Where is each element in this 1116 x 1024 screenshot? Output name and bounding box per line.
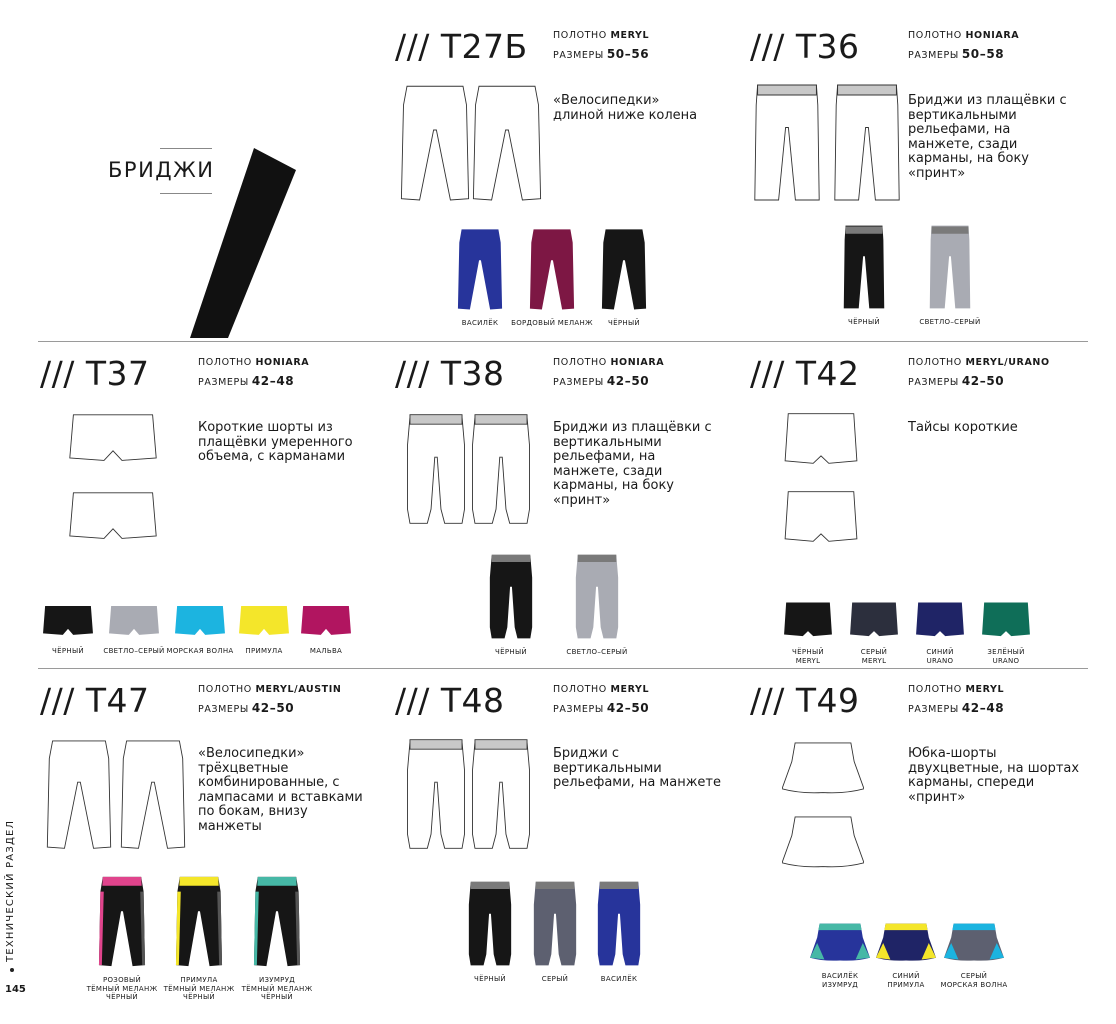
fabric-value: HONIARA	[610, 357, 665, 368]
product-description: «Велосипедки» трёхцветные комбинированные, с лампасами и вставками по бокам, внизу манжеты	[198, 746, 363, 834]
color-swatch	[532, 877, 578, 969]
product-description: «Велосипедки» длиной ниже колена	[553, 93, 698, 123]
bullet-icon	[10, 968, 14, 972]
fabric-line	[553, 27, 649, 45]
color-swatch	[175, 872, 223, 970]
color-label: СЕРЫЙ	[541, 975, 569, 983]
fabric-label: ПОЛОТНО	[908, 684, 966, 695]
color-swatch	[238, 603, 290, 641]
front-sketch	[405, 735, 467, 853]
product-meta	[908, 354, 1050, 392]
color-swatch	[782, 600, 834, 642]
color-label: ЗЕЛЁНЫЙ URANO	[987, 648, 1025, 665]
row-divider	[38, 668, 1088, 669]
color-label: СИНИЙ ПРИМУЛА	[887, 972, 925, 989]
fabric-label: ПОЛОТНО	[198, 357, 256, 368]
side-label: ТЕХНИЧЕСКИЙ РАЗДЕЛ	[5, 819, 16, 962]
sizes-value: 50–58	[961, 47, 1005, 61]
product-code: /// Т48	[395, 681, 505, 720]
sizes-label: РАЗМЕРЫ	[553, 377, 604, 388]
product-description: Тайсы короткие	[908, 420, 1018, 435]
sizes-line	[198, 699, 341, 719]
product-description: Юбка-шорты двухцветные, на шортах карманы, спереди «принт»	[908, 746, 1080, 805]
product-code: /// Т47	[40, 681, 150, 720]
sizes-label: РАЗМЕРЫ	[553, 704, 604, 715]
back-sketch	[120, 735, 186, 853]
color-label: ЧЁРНЫЙ	[52, 647, 84, 655]
back-sketch	[68, 488, 158, 548]
back-sketch	[470, 735, 532, 853]
color-swatch	[810, 920, 870, 966]
front-sketch	[782, 738, 864, 800]
color-swatch	[300, 603, 352, 641]
fabric-label: ПОЛОТНО	[553, 30, 611, 41]
sizes-value: 42–50	[606, 374, 650, 388]
color-label: ВАСИЛЁК	[600, 975, 638, 983]
color-swatch	[108, 603, 160, 641]
fabric-label: ПОЛОТНО	[198, 684, 256, 695]
color-label: МОРСКАЯ ВОЛНА	[166, 647, 234, 655]
front-sketch	[405, 410, 467, 528]
product-code: /// Т37	[40, 354, 150, 393]
color-swatch	[98, 872, 146, 970]
sizes-line	[908, 45, 1019, 65]
sizes-label: РАЗМЕРЫ	[908, 50, 959, 61]
product-meta	[908, 27, 1019, 65]
color-swatch	[457, 225, 503, 313]
color-swatch	[574, 550, 620, 642]
color-swatch	[876, 920, 936, 966]
fabric-value: HONIARA	[255, 357, 310, 368]
sizes-label: РАЗМЕРЫ	[198, 704, 249, 715]
sizes-label: РАЗМЕРЫ	[553, 50, 604, 61]
color-swatch	[601, 225, 647, 313]
color-swatch	[253, 872, 301, 970]
front-sketch	[68, 410, 158, 470]
back-sketch	[782, 488, 860, 550]
color-swatch	[980, 600, 1032, 642]
product-description: Короткие шорты из плащёвки умеренного объема, с карманами	[198, 420, 353, 464]
fabric-label: ПОЛОТНО	[553, 357, 611, 368]
color-swatch	[944, 920, 1004, 966]
color-label: ВАСИЛЁК	[461, 319, 499, 327]
sizes-line	[553, 372, 664, 392]
color-label: МАЛЬВА	[309, 647, 343, 655]
sizes-line	[553, 699, 649, 719]
sizes-label: РАЗМЕРЫ	[908, 704, 959, 715]
sizes-line	[908, 372, 1050, 392]
chevron-icon	[188, 148, 300, 338]
sizes-line	[553, 45, 649, 65]
color-label: ВАСИЛЁК ИЗУМРУД	[821, 972, 859, 989]
product-meta	[198, 681, 341, 719]
product-description: Бриджи из плащёвки с вертикальными рельефами, на манжете, сзади карманы, на боку «принт»	[908, 93, 1067, 181]
sizes-value: 42–50	[251, 701, 295, 715]
sizes-line	[198, 372, 309, 392]
color-label: ЧЁРНЫЙ MERYL	[792, 648, 824, 665]
color-label: СВЕТЛО–СЕРЫЙ	[566, 648, 628, 656]
sizes-label: РАЗМЕРЫ	[908, 377, 959, 388]
sizes-label: РАЗМЕРЫ	[198, 377, 249, 388]
color-swatch	[596, 877, 642, 969]
color-label: СВЕТЛО–СЕРЫЙ	[103, 647, 165, 655]
page-title: БРИДЖИ	[108, 158, 215, 182]
back-sketch	[782, 812, 864, 874]
color-swatch	[842, 222, 886, 312]
section-header	[100, 148, 310, 338]
color-swatch	[467, 877, 513, 969]
color-label: ИЗУМРУД ТЁМНЫЙ МЕЛАНЖ ЧЁРНЫЙ	[241, 976, 313, 1001]
color-label: РОЗОВЫЙ ТЁМНЫЙ МЕЛАНЖ ЧЁРНЫЙ	[86, 976, 158, 1001]
product-description: Бриджи из плащёвки с вертикальными рельефами, на манжете, сзади карманы, на боку «принт»	[553, 420, 712, 508]
fabric-line	[198, 354, 309, 372]
product-code: /// Т36	[750, 27, 860, 66]
fabric-value: MERYL	[965, 684, 1005, 695]
color-label: СЕРЫЙ MERYL	[860, 648, 888, 665]
product-meta	[553, 27, 649, 65]
fabric-value: MERYL/URANO	[965, 357, 1050, 368]
sizes-value: 42–48	[251, 374, 295, 388]
back-sketch	[470, 410, 532, 528]
color-label: ЧЁРНЫЙ	[608, 319, 640, 327]
fabric-value: MERYL/AUSTIN	[255, 684, 342, 695]
fabric-label: ПОЛОТНО	[908, 30, 966, 41]
fabric-line	[908, 354, 1050, 372]
color-label: СЕРЫЙ МОРСКАЯ ВОЛНА	[940, 972, 1008, 989]
fabric-line	[198, 681, 341, 699]
front-sketch	[752, 80, 822, 205]
fabric-line	[908, 27, 1019, 45]
color-swatch	[174, 603, 226, 641]
fabric-line	[553, 354, 664, 372]
row-divider	[38, 341, 1088, 342]
fabric-value: HONIARA	[965, 30, 1020, 41]
fabric-line	[553, 681, 649, 699]
color-swatch	[928, 222, 972, 312]
fabric-label: ПОЛОТНО	[553, 684, 611, 695]
product-code: /// Т38	[395, 354, 505, 393]
product-meta	[553, 354, 664, 392]
color-label: ПРИМУЛА	[245, 647, 283, 655]
color-swatch	[914, 600, 966, 642]
front-sketch	[46, 735, 112, 853]
product-meta	[198, 354, 309, 392]
sizes-value: 42–50	[961, 374, 1005, 388]
fabric-value: MERYL	[610, 684, 650, 695]
color-label: СВЕТЛО–СЕРЫЙ	[919, 318, 981, 326]
product-description: Бриджи с вертикальными рельефами, на манжете	[553, 746, 721, 790]
page-number: 145	[5, 984, 26, 995]
product-meta	[908, 681, 1004, 719]
front-sketch	[400, 80, 470, 205]
sizes-line	[908, 699, 1004, 719]
color-swatch	[529, 225, 575, 313]
color-label: ЧЁРНЫЙ	[474, 975, 506, 983]
back-sketch	[832, 80, 902, 205]
sizes-value: 42–48	[961, 701, 1005, 715]
fabric-label: ПОЛОТНО	[908, 357, 966, 368]
color-label: ЧЁРНЫЙ	[495, 648, 527, 656]
sizes-value: 50–56	[606, 47, 650, 61]
fabric-line	[908, 681, 1004, 699]
sizes-value: 42–50	[606, 701, 650, 715]
color-label: ПРИМУЛА ТЁМНЫЙ МЕЛАНЖ ЧЁРНЫЙ	[163, 976, 235, 1001]
product-meta	[553, 681, 649, 719]
front-sketch	[782, 410, 860, 472]
color-swatch	[848, 600, 900, 642]
product-code: /// Т42	[750, 354, 860, 393]
product-code: /// Т27Б	[395, 27, 528, 66]
color-label: БОРДОВЫЙ МЕЛАНЖ	[511, 319, 593, 327]
fabric-value: MERYL	[610, 30, 650, 41]
color-swatch	[42, 603, 94, 641]
color-label: СИНИЙ URANO	[926, 648, 954, 665]
product-code: /// Т49	[750, 681, 860, 720]
back-sketch	[472, 80, 542, 205]
color-swatch	[488, 550, 534, 642]
color-label: ЧЁРНЫЙ	[848, 318, 880, 326]
